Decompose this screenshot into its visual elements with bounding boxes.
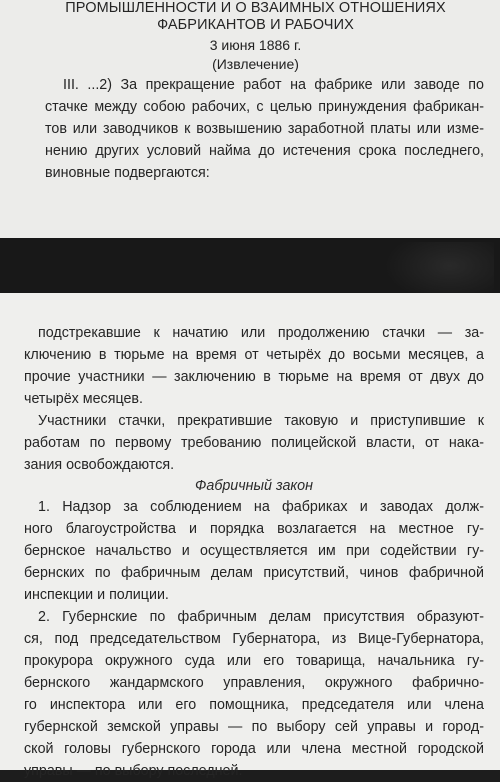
article-one-paragraph [24, 496, 484, 606]
text-line: бернского жандармского управления, окружного фабрично- [24, 675, 484, 691]
text-line: бернских по фабричным делам присутствий, чинов фабричной [24, 565, 484, 581]
text-line: ного благоустройства и порядка возлагается на местное гу- [24, 521, 484, 537]
text-line: тов или заводчиков к возвышению заработной платы или изме- [45, 121, 484, 137]
text-line: подстрекавшие к начатию или продолжению стачки — за- [38, 325, 484, 341]
text-line: бернское начальство и осуществляется им при содействии гу- [24, 543, 484, 559]
section-title: Фабричный закон [195, 478, 313, 494]
dark-separator [0, 238, 500, 293]
text-line: стачке между собою рабочих, с целью принуждения фабрикан- [45, 99, 484, 115]
text-line: ся, под председательством Губернатора, из Вице-Губернатора, [24, 631, 484, 647]
penalty-paragraph [24, 322, 484, 410]
top-page-fragment [0, 0, 500, 238]
text-line: 2. Губернские по фабричным делам присутствия образуют- [38, 609, 484, 625]
text-line: прокурора окружного суда или его товарища, начальника гу- [24, 653, 484, 669]
text-line: го инспектора или его помощника, председателя или члена [24, 697, 484, 713]
text-line: 1. Надзор за соблюдением на фабриках и заводах долж- [38, 499, 484, 515]
article-three-paragraph [27, 74, 484, 184]
text-line: прочие участники — заключению в тюрьме на время от двух до [24, 369, 484, 385]
document-header-line-1: ПРОМЫШЛЕННОСТИ И О ВЗАИМНЫХ ОТНОШЕНИЯХ [65, 0, 446, 16]
text-line: III. ...2) За прекращение работ на фабрике или заводе по [63, 77, 484, 93]
text-line: управы — по выбору последней. [24, 763, 243, 779]
text-line: ской головы губернского города или члена местной городской [24, 741, 484, 757]
text-line: ключению в тюрьме на время от четырёх до восьми месяцев, а [24, 347, 484, 363]
article-two-paragraph [24, 606, 484, 782]
document-header-line-2: ФАБРИКАНТОВ И РАБОЧИХ [157, 17, 354, 33]
text-line: работам по первому требованию полицейской власти, от нака- [24, 435, 484, 451]
text-line: инспекции и полиции. [24, 587, 169, 603]
text-line: виновные подвергаются: [45, 165, 210, 181]
text-line: четырёх месяцев. [24, 391, 143, 407]
text-line: губернской земской управы — по выбору сей управы и город- [24, 719, 484, 735]
text-line: нению других условий найма до истечения срока последнего, [45, 143, 484, 159]
document-subtitle: (Извлечение) [212, 56, 299, 72]
document-date: 3 июня 1886 г. [209, 37, 302, 53]
bottom-page-fragment [0, 293, 500, 779]
text-line: зания освобождаются. [24, 457, 175, 473]
exemption-paragraph [24, 410, 484, 476]
text-line: Участники стачки, прекратившие таковую и приступившие к [38, 413, 484, 429]
